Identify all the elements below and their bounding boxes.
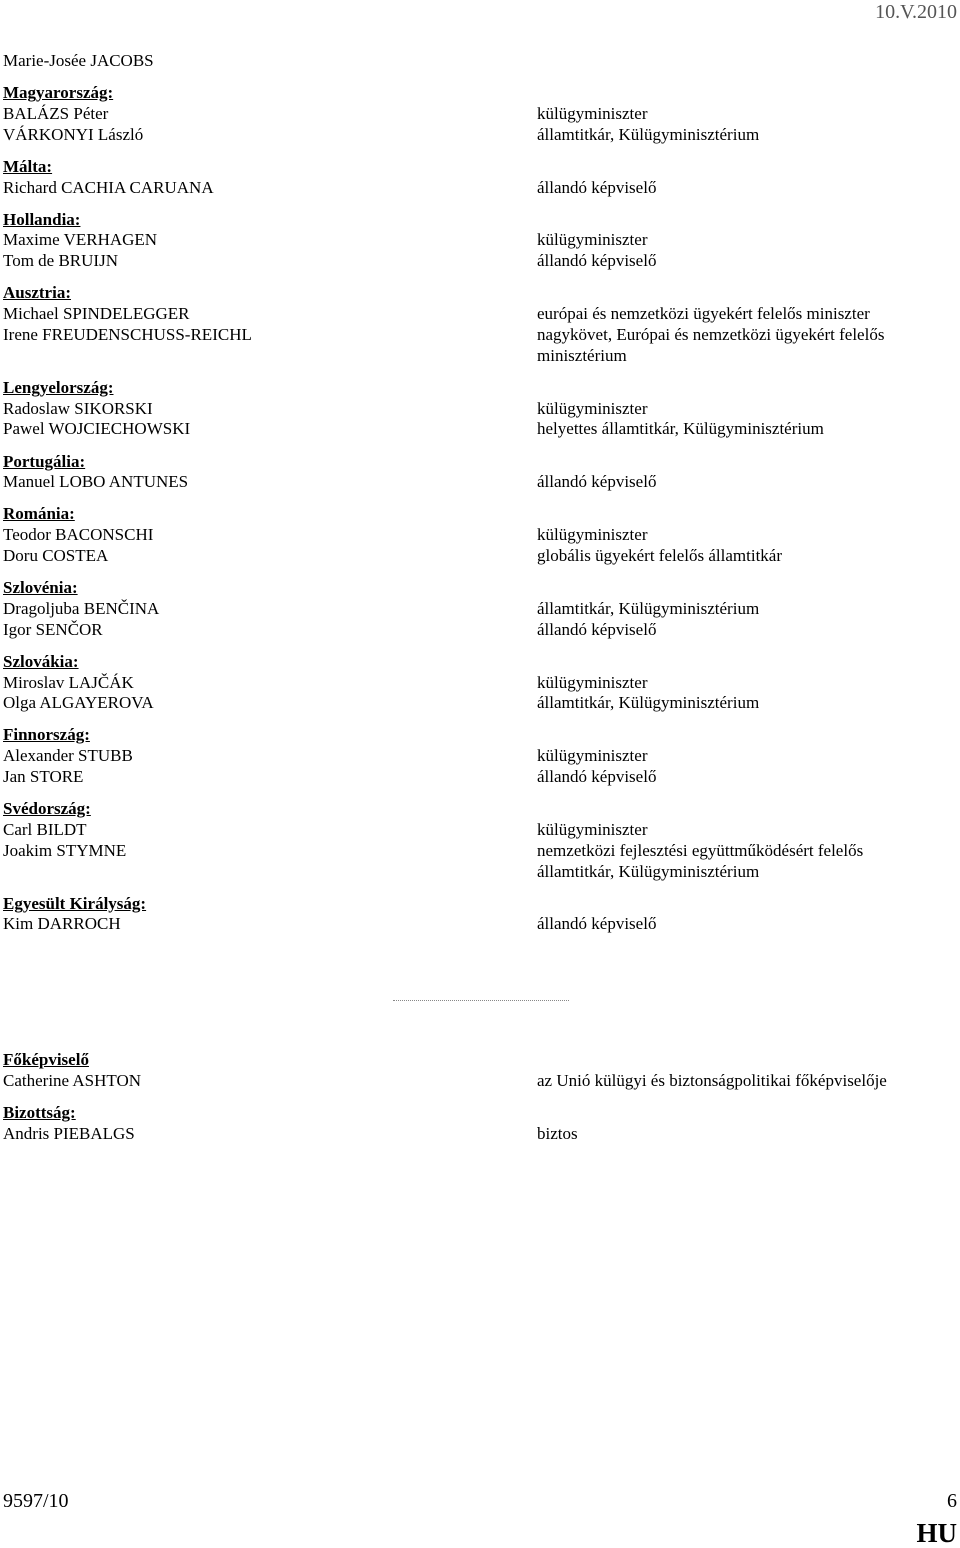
person-name: BALÁZS Péter [3,103,109,123]
names-cell [3,725,537,787]
role-text: állandó képviselő [537,177,657,197]
roles-cell [537,283,960,366]
person-name: Michael SPINDELEGGER [3,304,190,324]
roles-cell [537,83,960,145]
person-name: Maxime VERHAGEN [3,230,158,250]
roles-cell [537,578,960,640]
role-text: állandó képviselő [537,619,657,639]
person-name: Olga ALGAYEROVA [3,693,154,713]
role-text: államtitkár, Külügyminisztérium [537,124,760,144]
role-text: állandó képviselő [537,914,657,934]
participant-row [3,452,960,494]
person-name: Kim DARROCH [3,914,121,934]
role-text: külügyminiszter [537,230,648,250]
country-heading: Svédország: [3,799,91,819]
role-text: külügyminiszter [537,103,648,123]
person-name: Manuel LOBO ANTUNES [3,472,189,492]
person-name: Irene FREUDENSCHUSS-REICHL [3,324,252,344]
country-heading: Ausztria: [3,283,71,303]
roles-cell [537,799,960,882]
roles-cell [537,1050,960,1092]
names-cell [3,1103,537,1145]
participant-row [3,157,960,199]
role-text: államtitkár, Külügyminisztérium [537,861,760,881]
country-heading: Portugália: [3,451,86,471]
names-cell [3,83,537,145]
participant-row [3,283,960,366]
role-text: globális ügyekért felelős államtitkár [537,546,783,566]
page-number: 6 [947,1490,957,1512]
person-name: Teodor BACONSCHI [3,525,154,545]
names-cell [3,894,537,936]
person-name: Richard CACHIA CARUANA [3,177,214,197]
participant-row [3,894,960,936]
country-heading: Szlovénia: [3,578,78,598]
roles-cell [537,1103,960,1145]
person-name: Joakim STYMNE [3,840,127,860]
document-number: 9597/10 [3,1490,69,1512]
role-text: állandó képviselő [537,251,657,271]
role-text: állandó képviselő [537,767,657,787]
names-cell [3,799,537,882]
participant-row [3,83,960,145]
participant-row [3,1050,960,1092]
role-text: nemzetközi fejlesztési együttműködésért felelős [537,840,864,860]
person-name: Miroslav LAJČÁK [3,672,134,692]
names-cell [3,157,537,199]
roles-cell [537,210,960,272]
country-heading: Lengyelország: [3,377,114,397]
names-cell [3,504,537,566]
country-heading: Bizottság: [3,1102,76,1122]
participant-row [3,504,960,566]
role-text: minisztérium [537,345,627,365]
roles-cell [537,157,960,199]
role-text: az Unió külügyi és biztonságpolitikai főképviselője [537,1070,887,1090]
person-name: Doru COSTEA [3,546,109,566]
person-name: Tom de BRUIJN [3,251,118,271]
separator-line [393,1000,569,1001]
person-name: Pawel WOJCIECHOWSKI [3,419,191,439]
roles-cell [537,652,960,714]
participant-row [3,51,960,72]
roles-cell [537,51,960,72]
role-text: nagykövet, Európai és nemzetközi ügyekért felelős [537,324,885,344]
role-text: külügyminiszter [537,525,648,545]
country-heading: Málta: [3,156,53,176]
person-name: Marie-Josée JACOBS [3,51,154,70]
person-name: VÁRKONYI László [3,124,144,144]
eu-representatives-table [3,1050,960,1156]
participant-row [3,578,960,640]
participant-row [3,725,960,787]
language-code: HU [916,1518,957,1548]
role-text: állandó képviselő [537,472,657,492]
country-heading: Főképviselő [3,1050,89,1069]
names-cell [3,1050,537,1092]
roles-cell [537,725,960,787]
participants-table [3,51,960,947]
person-name: Dragoljuba BENČINA [3,598,160,618]
roles-cell [537,452,960,494]
role-text: külügyminiszter [537,819,648,839]
role-text: külügyminiszter [537,746,648,766]
names-cell [3,452,537,494]
names-cell [3,378,537,440]
role-text: külügyminiszter [537,398,648,418]
names-cell [3,51,537,72]
names-cell [3,578,537,640]
country-heading: Hollandia: [3,209,81,229]
country-heading: Finnország: [3,725,90,745]
role-text: helyettes államtitkár, Külügyminisztérium [537,419,824,439]
person-name: Radoslaw SIKORSKI [3,398,153,418]
role-text: biztos [537,1123,578,1143]
country-heading: Szlovákia: [3,651,79,671]
country-heading: Egyesült Királyság: [3,893,147,913]
roles-cell [537,504,960,566]
person-name: Andris PIEBALGS [3,1123,135,1143]
country-heading: Magyarország: [3,83,114,103]
person-name: Igor SENČOR [3,619,103,639]
participant-row [3,210,960,272]
person-name: Carl BILDT [3,819,87,839]
role-text: európai és nemzetközi ügyekért felelős miniszter [537,304,870,324]
person-name: Catherine ASHTON [3,1070,142,1090]
participant-row [3,652,960,714]
role-text: államtitkár, Külügyminisztérium [537,693,760,713]
country-heading: Románia: [3,504,75,524]
roles-cell [537,894,960,936]
names-cell [3,652,537,714]
names-cell [3,283,537,366]
person-name: Jan STORE [3,767,84,787]
roles-cell [537,378,960,440]
participant-row [3,378,960,440]
role-text: külügyminiszter [537,672,648,692]
participant-row [3,1103,960,1145]
participant-row [3,799,960,882]
role-text: államtitkár, Külügyminisztérium [537,598,760,618]
person-name: Alexander STUBB [3,746,133,766]
header-date: 10.V.2010 [875,1,957,23]
names-cell [3,210,537,272]
